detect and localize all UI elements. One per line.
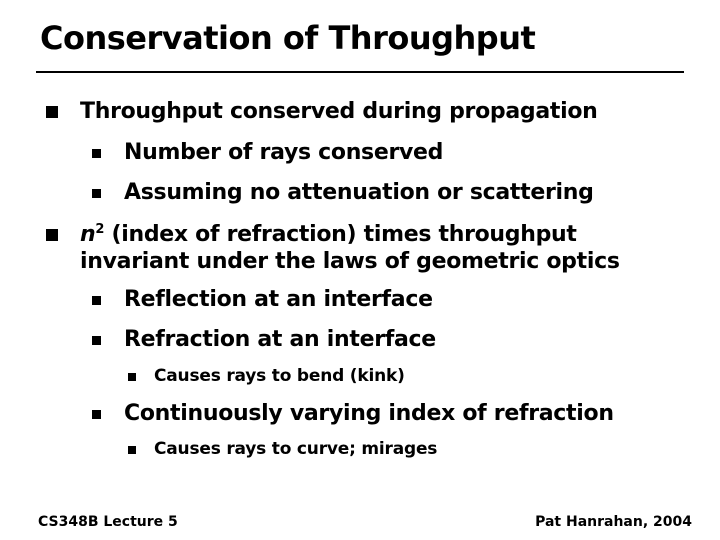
bullet-throughput-conserved — [80, 98, 598, 125]
bullet-text: (index of refraction) times throughput — [104, 222, 577, 247]
square-bullet-icon — [128, 373, 136, 381]
square-bullet-icon — [92, 149, 101, 158]
sub-sub-bullet-mirages — [154, 438, 437, 460]
bullet-text: Number of rays conserved — [124, 140, 444, 165]
bullet-text: Refraction at an interface — [124, 327, 436, 352]
exponent: 2 — [95, 222, 105, 237]
sub-bullet-refraction — [124, 326, 436, 353]
bullet-line-1 — [80, 221, 620, 248]
sub-bullet-reflection — [124, 286, 433, 313]
footer-course: CS348B Lecture 5 — [38, 514, 178, 530]
square-bullet-icon — [92, 410, 101, 419]
square-bullet-icon — [46, 229, 58, 241]
title-divider — [36, 71, 684, 73]
sub-sub-bullet-bend — [154, 365, 405, 387]
sub-bullet-rays-conserved — [124, 139, 443, 166]
square-bullet-icon — [92, 189, 101, 198]
bullet-text: Causes rays to bend (kink) — [154, 366, 405, 386]
variable-n: n — [80, 222, 96, 247]
footer-author: Pat Hanrahan, 2004 — [535, 514, 692, 530]
square-bullet-icon — [128, 446, 136, 454]
bullet-text: Throughput conserved during propagation — [80, 99, 598, 124]
bullet-n-squared-invariant — [80, 221, 620, 275]
square-bullet-icon — [92, 296, 101, 305]
bullet-text: Assuming no attenuation or scattering — [124, 180, 594, 205]
bullet-text: Continuously varying index of refraction — [124, 401, 614, 426]
bullet-line-2: invariant under the laws of geometric optics — [80, 249, 620, 274]
sub-bullet-no-attenuation — [124, 179, 594, 206]
bullet-text: Reflection at an interface — [124, 287, 433, 312]
slide-title: Conservation of Throughput — [40, 19, 536, 57]
square-bullet-icon — [92, 336, 101, 345]
square-bullet-icon — [46, 106, 58, 118]
sub-bullet-continuous-index — [124, 400, 614, 427]
bullet-text: Causes rays to curve; mirages — [154, 439, 438, 459]
